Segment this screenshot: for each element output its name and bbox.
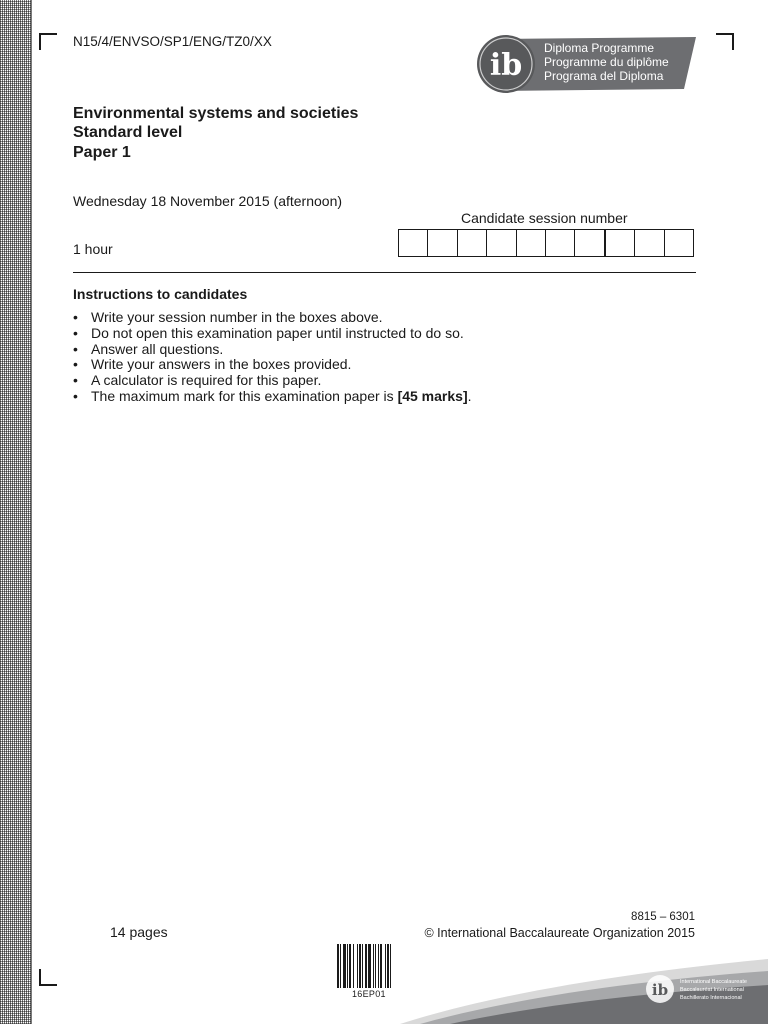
- session-digit-box[interactable]: [428, 230, 457, 256]
- instructions-list: [73, 310, 472, 405]
- instructions-heading: Instructions to candidates: [73, 286, 248, 302]
- paper-title: Paper 1: [73, 144, 131, 161]
- session-digit-box[interactable]: [635, 230, 664, 256]
- ib-logo-mark: ib: [489, 48, 523, 83]
- bullet-icon: •: [73, 340, 78, 357]
- instruction-item: • Write your session number in the boxes above.: [73, 309, 383, 325]
- barcode-bar: [390, 944, 391, 988]
- barcode-bar: [340, 944, 341, 988]
- barcode-bar: [378, 944, 379, 988]
- session-digit-box[interactable]: [517, 230, 546, 256]
- footer-ib-mark: ib: [651, 981, 669, 999]
- crop-mark-bottom-left: [39, 969, 57, 986]
- candidate-session-label: Candidate session number: [461, 210, 628, 226]
- session-digit-box[interactable]: [399, 230, 428, 256]
- ib-footer-swoosh: [400, 955, 768, 1024]
- instruction-item: • Write your answers in the boxes provided.: [73, 356, 352, 373]
- crop-mark-top-right: [716, 33, 734, 50]
- barcode-bar: [349, 944, 351, 988]
- binding-margin-pattern: [0, 0, 31, 1024]
- paper-code: N15/4/ENVSO/SP1/ENG/TZ0/XX: [73, 34, 272, 49]
- instruction-item: • Answer all questions.: [73, 340, 224, 357]
- divider-rule: [73, 272, 696, 273]
- barcode-bar: [385, 944, 386, 988]
- barcode-bar: [347, 944, 348, 988]
- barcode-bar: [387, 944, 389, 988]
- crop-mark-top-left: [39, 33, 57, 50]
- barcode-number: 16EP01: [352, 989, 386, 999]
- bullet-icon: •: [73, 387, 78, 404]
- bullet-icon: •: [73, 324, 78, 341]
- paper-reference: 8815 – 6301: [631, 911, 695, 923]
- footer-logo-line-3: Bachillerato Internacional: [680, 995, 742, 1001]
- page-count: 14 pages: [110, 924, 168, 940]
- barcode-bar: [373, 944, 374, 988]
- instruction-item: • The maximum mark for this examination paper is [45 marks].: [73, 387, 472, 404]
- logo-line-1: Diploma Programme: [544, 41, 655, 55]
- bullet-icon: •: [73, 309, 78, 325]
- footer-logo-line-2: Baccalauréat International: [680, 987, 744, 993]
- exam-duration: 1 hour: [73, 241, 113, 257]
- barcode-bar: [380, 944, 382, 988]
- barcode-bar: [375, 944, 376, 988]
- barcode-bar: [357, 944, 358, 988]
- session-digit-box[interactable]: [458, 230, 487, 256]
- copyright: © International Baccalaureate Organization 2015: [424, 926, 695, 940]
- bullet-icon: •: [73, 372, 78, 389]
- barcode-bar: [365, 944, 367, 988]
- logo-line-3: Programa del Diploma: [544, 69, 664, 83]
- barcode-bar: [359, 944, 361, 988]
- candidate-session-boxes: [398, 229, 694, 257]
- session-digit-box[interactable]: [606, 230, 635, 256]
- max-marks: [45 marks]: [397, 387, 468, 404]
- barcode-bar: [343, 944, 346, 988]
- instruction-item: • Do not open this examination paper until instructed to do so.: [73, 324, 464, 341]
- session-digit-box[interactable]: [487, 230, 516, 256]
- exam-date: Wednesday 18 November 2015 (afternoon): [73, 193, 343, 209]
- footer-logo-line-1: International Baccalaureate: [680, 979, 747, 985]
- barcode-bar: [337, 944, 339, 988]
- session-digit-box[interactable]: [665, 230, 693, 256]
- subject-title: Environmental systems and societies: [73, 105, 359, 122]
- session-digit-box[interactable]: [575, 230, 605, 256]
- ib-diploma-logo: [474, 33, 696, 95]
- barcode-bar: [353, 944, 354, 988]
- bullet-icon: •: [73, 356, 78, 373]
- barcode-bar: [362, 944, 363, 988]
- barcode-bar: [368, 944, 371, 988]
- instruction-item: • A calculator is required for this paper.: [73, 372, 322, 389]
- level-title: Standard level: [73, 124, 183, 141]
- session-digit-box[interactable]: [546, 230, 575, 256]
- binding-edge: [31, 0, 32, 1024]
- logo-line-2: Programme du diplôme: [544, 55, 669, 69]
